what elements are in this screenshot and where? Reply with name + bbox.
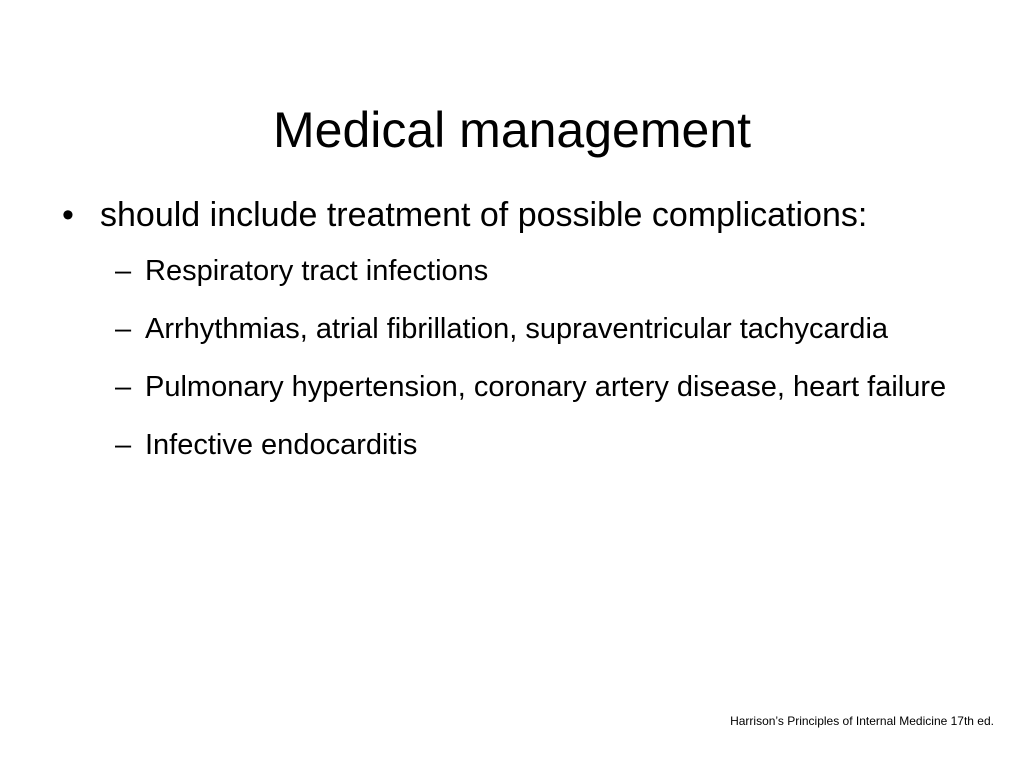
bullet-text: should include treatment of possible complications: (100, 196, 868, 234)
dash-marker: – (115, 255, 132, 287)
slide-title: Medical management (272, 101, 752, 158)
sub-bullet-item (115, 306, 982, 352)
sub-bullet-text: Infective endocarditis (145, 429, 418, 461)
bullet-item (62, 190, 982, 240)
sub-bullet-text: Pulmonary hypertension, coronary artery disease, heart failure (145, 371, 947, 403)
sub-bullet-text: Respiratory tract infections (145, 255, 489, 287)
sub-bullet-text: Arrhythmias, atrial fibrillation, supraventricular tachycardia (145, 313, 889, 345)
dash-marker: – (115, 429, 132, 461)
dash-marker: – (115, 313, 132, 345)
slide-content (62, 190, 982, 480)
source-citation: Harrison’s Principles of Internal Medicine 17th ed. (730, 714, 994, 728)
dash-marker: – (115, 371, 132, 403)
sub-bullet-item (115, 422, 982, 468)
bullet-marker: • (62, 196, 74, 234)
sub-bullet-item (115, 364, 982, 410)
sub-bullet-item (115, 248, 982, 294)
sub-bullet-list (62, 248, 982, 468)
